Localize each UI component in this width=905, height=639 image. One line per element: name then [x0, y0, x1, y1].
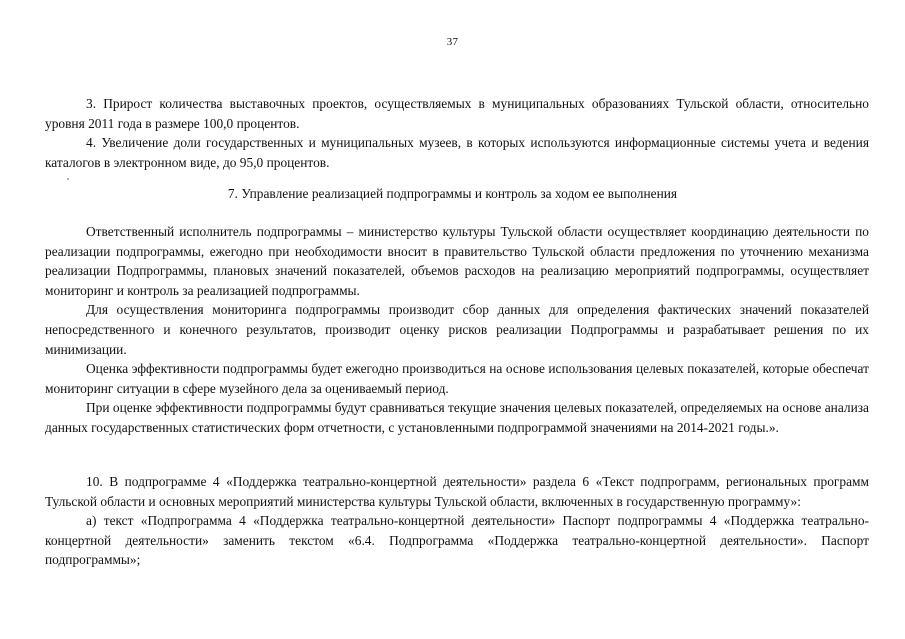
intro-item: 4. Увеличение доли государственных и муниципальных музеев, в которых используются информационные системы учета и ведения каталогов в электронном виде, до 95,0 процентов.	[45, 135, 869, 170]
section-paragraph: Для осуществления мониторинга подпрограммы производит сбор данных для определения фактических значений показателей непосредственного и конечного результатов, производит оценку рисков реализации Подпрограммы и разрабатывает решения по их минимизации.	[45, 302, 869, 357]
amendment-paragraph: 10. В подпрограмме 4 «Поддержка театрально-концертной деятельности» раздела 6 «Текст подпрограмм, региональных программ Тульской области и основных мероприятий министерства культуры Тульской области, включенных в государственную программу»:	[45, 474, 869, 509]
section-body	[45, 222, 869, 438]
amendment-body	[45, 472, 869, 570]
section-paragraph: При оценке эффективности подпрограммы будут сравниваться текущие значения целевых показателей, определяемых на основе анализа данных государственных статистических форм отчетности, с установленными подпрограммой значениями на 2014-2021 годы.».	[45, 400, 869, 435]
section-paragraph: Оценка эффективности подпрограммы будет ежегодно производиться на основе использования целевых показателей, которые обеспечат мониторинг ситуации в сфере музейного дела за оцениваемый период.	[45, 361, 869, 396]
page-number: 37	[446, 36, 459, 48]
section-heading: 7. Управление реализацией подпрограммы и контроль за ходом ее выполнения	[227, 186, 678, 201]
scan-speck	[67, 178, 69, 180]
section-paragraph: Ответственный исполнитель подпрограммы – министерство культуры Тульской области осуществляет координацию деятельности по реализации подпрограммы, ежегодно при необходимости вносит в правительство Тульской области предложения по уточнению механизма реализации Подпрограммы, плановых значений показателей, объемов расходов на реализацию мероприятий подпрограммы, осуществляет мониторинг и контроль за реализацией подпрограммы.	[45, 224, 869, 298]
amendment-paragraph: а) текст «Подпрограмма 4 «Поддержка театрально-концертной деятельности» Паспорт подпрограммы 4 «Поддержка театрально-концертной деятельности» заменить текстом «6.4. Подпрограмма «Поддержка театрально-концертной деятельности». Паспорт подпрограммы»;	[45, 513, 869, 568]
intro-items	[45, 94, 869, 172]
intro-item: 3. Прирост количества выставочных проектов, осуществляемых в муниципальных образованиях Тульской области, относительно уровня 2011 года в размере 100,0 процентов.	[45, 96, 869, 131]
